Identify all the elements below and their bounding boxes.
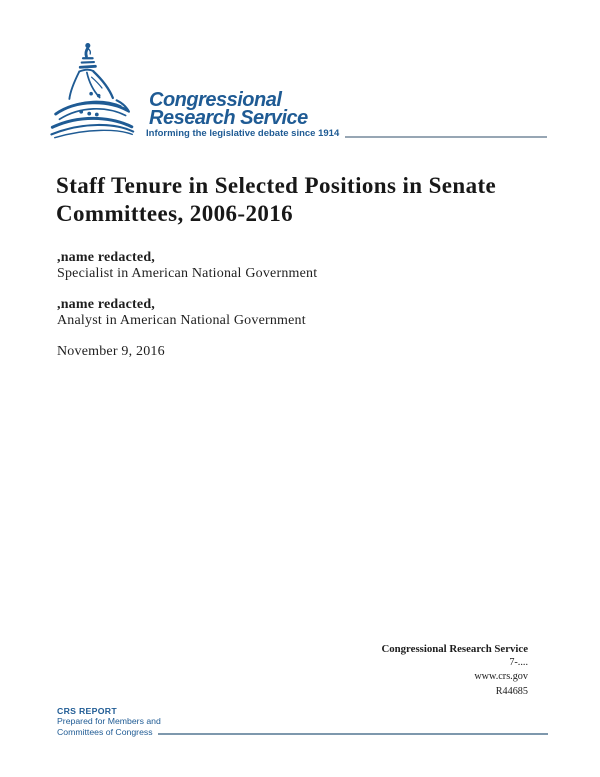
crs-wordmark-line1: Congressional (149, 89, 282, 111)
footer-prepared-line1: Prepared for Members and (57, 716, 161, 727)
footer-rule (158, 733, 548, 735)
author-2-role: Analyst in American National Government (57, 313, 306, 328)
author-1-role: Specialist in American National Government (57, 266, 318, 281)
footer-contact-block (381, 642, 528, 699)
capitol-dome-icon (50, 39, 154, 139)
footer-phone: 7-.... (509, 657, 528, 669)
crs-wordmark-line2: Research Service (149, 106, 308, 129)
footer-prepared-row (57, 727, 548, 737)
report-date: November 9, 2016 (57, 344, 165, 359)
report-title: Staff Tenure in Selected Positions in Senate Committees, 2006-2016 (56, 173, 497, 226)
footer-crs-report-block (57, 706, 548, 737)
author-2 (57, 297, 317, 329)
footer-report-number: R44685 (495, 685, 528, 697)
footer-org-name: Congressional Research Service (381, 643, 528, 655)
crs-wordmark (149, 89, 308, 129)
crs-tagline: Informing the legislative debate since 1914 (146, 128, 340, 139)
header-rule (345, 136, 547, 138)
footer-prepared-line2: Committees of Congress (57, 726, 153, 737)
byline-block (57, 250, 317, 360)
author-1 (57, 250, 317, 282)
author-1-name: ,name redacted, (57, 250, 155, 265)
author-2-name: ,name redacted, (57, 297, 155, 312)
crs-report-label: CRS REPORT (57, 706, 117, 716)
header-tagline-row (146, 128, 547, 140)
footer-website: www.crs.gov (474, 671, 528, 683)
